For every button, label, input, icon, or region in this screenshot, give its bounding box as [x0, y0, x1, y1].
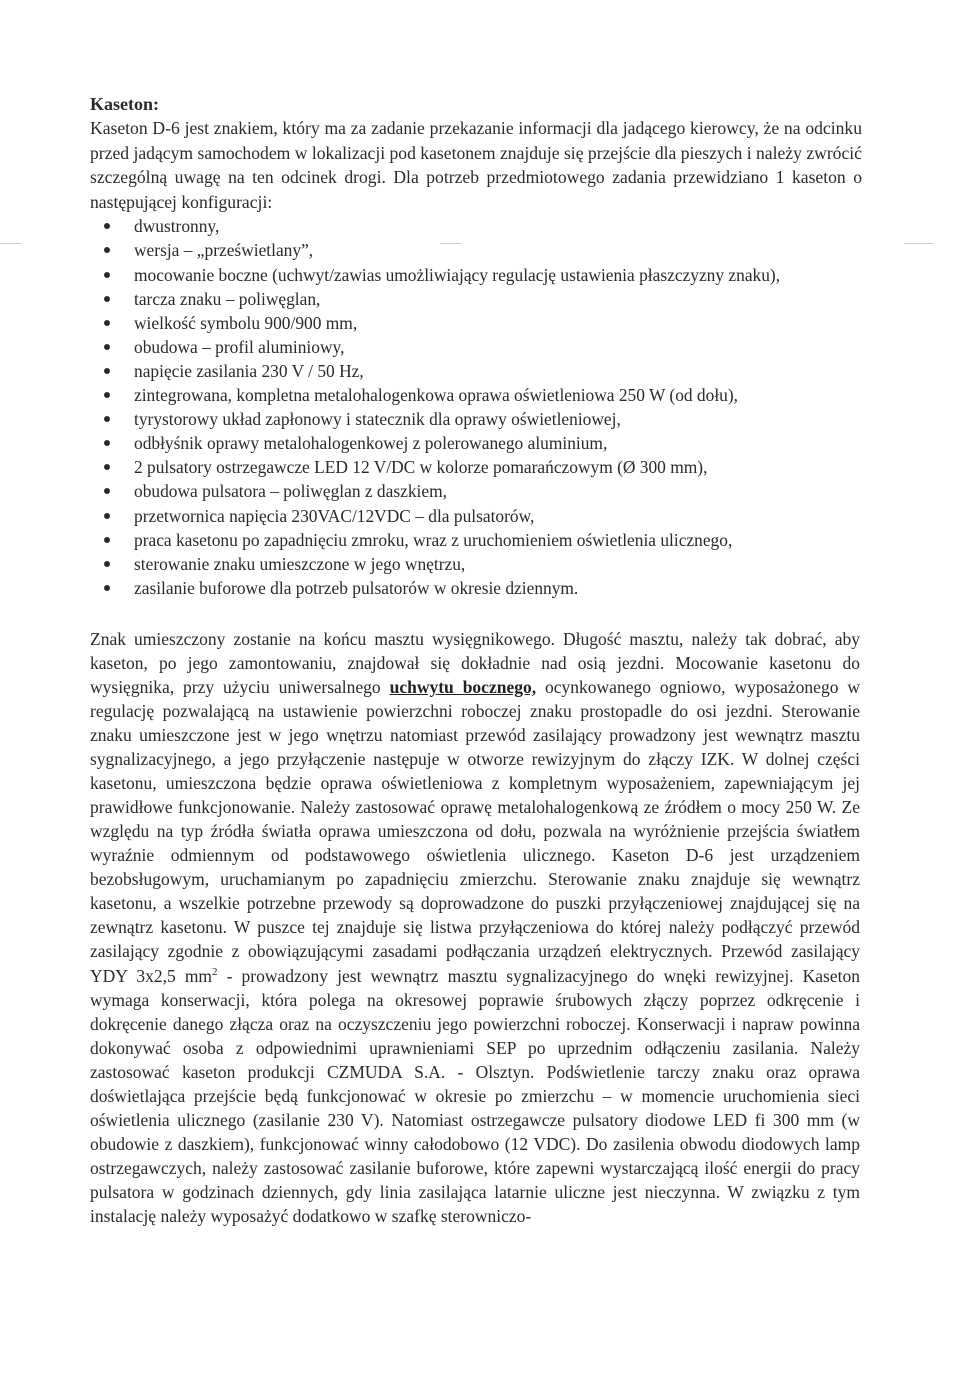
body-paragraph: Znak umieszczony zostanie na końcu masztu wysięgnikowego. Długość masztu, należy tak dobrać, aby kaseton, po jego zamontowaniu, znajdował się dokładnie nad osią jezdni. Mocowanie kasetonu do wysięgnika, przy użyciu uniwersalnego uchwytu bocznego, ocynkowanego ogniowo, wyposażonego w regulację pozwalającą na ustawienie powierzchni roboczej znaku prostopadle do osi jezdni. Sterowanie znaku umieszczone jest w jego wnętrzu natomiast przewód zasilający prowadzony jest wewnątrz masztu sygnalizacyjnego, a jego przyłączenie następuje w otworze rewizyjnym do złączy IZK. W dolnej części kasetonu, umieszczona będzie oprawa oświetleniowa z kompletnym wyposażeniem, zapewniającym jej prawidłowe funkcjonowanie. Należy zastosować oprawę metalohalogenkową ze źródłem o mocy 250 W. Ze względu na typ źródła światła oprawa umieszczona od dołu, pozwala na wyróżnienie przejścia światłem wyraźnie odmiennym od podstawowego oświetlenia ulicznego. Kaseton D-6 jest urządzeniem bezobsługowym, uruchamianym po zapadnięciu zmierzchu. Sterowanie znaku znajduje się wewnątrz kasetonu, a wszelkie potrzebne przewody są doprowadzone do puszki przyłączeniowej znajdującej się na zewnątrz kasetonu. W puszce tej znajduje się listwa przyłączeniowa do której należy podłączyć przewód zasilający zgodnie z obowiązującymi zasadami podłączania urządzeń elektrycznych. Przewód zasilający YDY 3x2,5 $mm^2$ - prowadzony jest wewnątrz masztu sygnalizacyjnego do wnęki rewizyjnej. Kaseton wymaga konserwacji, która polega na okresowej poprawie śrubowych złączy poprzez odkręcenie i dokręcenie danego złącza oraz na oczyszczeniu jego powierzchni roboczej. Konserwacji i napraw powinna dokonywać osoba z odpowiednimi uprawnieniami SEP po uprzednim odłączeniu zasilania. Należy zastosować kaseton produkcji CZMUDA S.A. - Olsztyn. Podświetlenie tarczy znaku oraz oprawa doświetlająca przejście będą funkcjonować w okresie po zmierzchu – w momencie uruchomienia sieci oświetlenia ulicznego (zasilanie 230 V). Natomiast ostrzegawcze pulsatory diodowe LED fi 300 mm (w obudowie z daszkiem), funkcjonować winny całodobowo (12 VDC). Do zasilenia obwodu diodowych lamp ostrzegawczych, należy zastosować zasilanie buforowe, które zapewni wystarczającą ilość energii do pracy pulsatora w godzinach dziennych, gdy linia zasilająca latarnie uliczne jest nieczynna. W związku z tym instalację należy wyposażyć dodatkowo w szafkę sterowniczo-: [90, 628, 861, 1226]
intro-paragraph: Kaseton D-6 jest znakiem, który ma za zadanie przekazanie informacji dla jadącego kierowcy, że na odcinku przed jadącym samochodem w lokalizacji pod kasetonem znajduje się przejście dla pieszych i należy zwrócić szczególną uwagę na ten odcinek drogi. Dla potrzeb przedmiotowego zadania przewidziano 1 kaseton o następującej konfiguracji:: [90, 118, 862, 212]
bullet-icon: [104, 344, 110, 350]
list-item: 2 pulsatory ostrzegawcze LED 12 V/DC w kolorze pomarańczowym (Ø 300 mm),: [134, 455, 862, 479]
section-heading: Kaseton:: [90, 94, 159, 114]
list-item: zintegrowana, kompletna metalohalogenkowa oprawa oświetleniowa 250 W (od dołu),: [134, 383, 862, 407]
list-item: obudowa pulsatora – poliwęglan z daszkiem,: [134, 479, 862, 503]
superscript: 2: [212, 965, 218, 978]
bullet-icon: [104, 488, 110, 494]
configuration-list: [90, 214, 862, 600]
bullet-icon: [104, 585, 110, 591]
bullet-icon: [104, 513, 110, 519]
list-item: obudowa – profil aluminiowy,: [134, 335, 862, 359]
bullet-icon: [104, 416, 110, 422]
bullet-icon: [104, 537, 110, 543]
bullet-icon: [104, 272, 110, 278]
bullet-icon: [104, 223, 110, 229]
list-item: tyrystorowy układ zapłonowy i statecznik dla oprawy oświetleniowej,: [134, 407, 862, 431]
bullet-icon: [104, 561, 110, 567]
scan-mark-left: [0, 243, 22, 244]
bullet-icon: [104, 368, 110, 374]
document-page: [90, 92, 862, 1246]
underlined-term: uchwytu bocznego,: [389, 676, 537, 697]
list-item: przetwornica napięcia 230VAC/12VDC – dla pulsatorów,: [134, 504, 862, 528]
list-item: dwustronny,: [134, 214, 862, 238]
list-item: sterowanie znaku umieszczone w jego wnętrzu,: [134, 552, 862, 576]
list-item: mocowanie boczne (uchwyt/zawias umożliwiający regulację ustawienia płaszczyzny znaku),: [134, 263, 862, 287]
bullet-icon: [104, 440, 110, 446]
list-item: tarcza znaku – poliwęglan,: [134, 287, 862, 311]
scan-mark-right: [904, 243, 934, 244]
list-item: wielkość symbolu 900/900 mm,: [134, 311, 862, 335]
bullet-icon: [104, 320, 110, 326]
list-item: wersja – „prześwietlany”,: [134, 238, 862, 262]
bullet-icon: [104, 392, 110, 398]
bullet-icon: [104, 247, 110, 253]
bullet-icon: [104, 464, 110, 470]
list-item: napięcie zasilania 230 V / 50 Hz,: [134, 359, 862, 383]
list-item: praca kasetonu po zapadnięciu zmroku, wraz z uruchomieniem oświetlenia ulicznego,: [134, 528, 862, 552]
list-item: zasilanie buforowe dla potrzeb pulsatorów w okresie dziennym.: [134, 576, 862, 600]
bullet-icon: [104, 296, 110, 302]
list-item: odbłyśnik oprawy metalohalogenkowej z polerowanego aluminium,: [134, 431, 862, 455]
